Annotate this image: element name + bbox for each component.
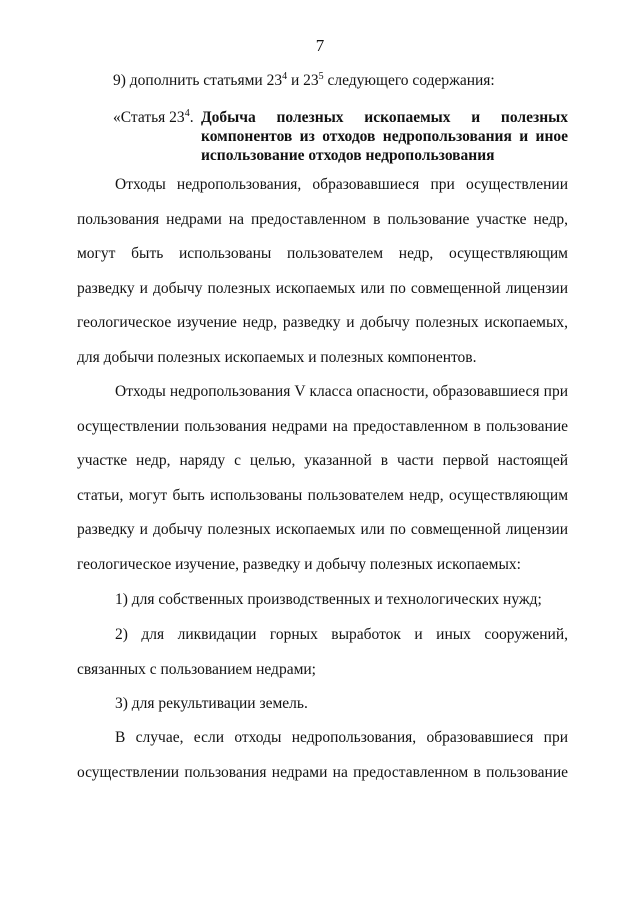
- list-item-1-text: 1) для собственных производственных и технологических нужд;: [115, 591, 542, 608]
- paragraph-2: [77, 375, 568, 583]
- list-item-2-text: 2) для ликвидации горных выработок и иных сооружений, связанных с пользованием недрами;: [77, 626, 568, 678]
- article-label: [113, 108, 194, 127]
- intro-prefix: 9) дополнить статьями 23: [113, 72, 283, 89]
- article-title-rest: компонентов из отходов недропользования и иное использование отходов недропользования: [201, 128, 568, 164]
- paragraph-3-text: В случае, если отходы недропользования, образовавшиеся при осуществлении пользования недрами на предоставленном в пользование: [77, 729, 568, 781]
- intro-suffix: следующего содержания:: [323, 72, 495, 89]
- article-title-line-1: Добыча полезных ископаемых и полезных: [201, 109, 568, 126]
- paragraph-2-text: Отходы недропользования V класса опасности, образовавшиеся при осуществлении пользования недрами на предоставленном в пользование участке недр, наряду с целью, указанной в части первой настоящей статьи, могут быть использованы пользователем недр, осуществляющим разведку и добычу полезных ископаемых или по совмещенной лицензии геологическое изучение, разведку и добычу полезных ископаемых:: [77, 383, 568, 573]
- paragraph-3: [77, 721, 568, 790]
- list-item-3: [77, 687, 568, 722]
- article-label-suffix: .: [189, 109, 194, 126]
- amendment-intro: [113, 72, 495, 90]
- paragraph-1-text: Отходы недропользования, образовавшиеся при осуществлении пользования недрами на предоставленном в пользование участке недр, могут быть использованы пользователем недр, осуществляющим разведку и добычу полезных ископаемых или по совмещенной лицензии геологическое изучение недр, разведку и добычу полезных ископаемых, для добычи полезных ископаемых и полезных компонентов.: [77, 176, 568, 366]
- intro-sup-2: 5: [318, 70, 324, 82]
- article-label-prefix: «Статья 23: [113, 109, 185, 126]
- intro-sup-1: 4: [282, 70, 288, 82]
- article-title: [201, 108, 568, 165]
- intro-middle: и 23: [287, 72, 319, 89]
- list-item-3-text: 3) для рекультивации земель.: [115, 695, 308, 712]
- list-item-2: [77, 618, 568, 687]
- paragraph-1: [77, 168, 568, 376]
- list-item-1: [77, 583, 568, 618]
- article-label-sup: 4: [184, 107, 190, 119]
- page-number: 7: [315, 36, 325, 55]
